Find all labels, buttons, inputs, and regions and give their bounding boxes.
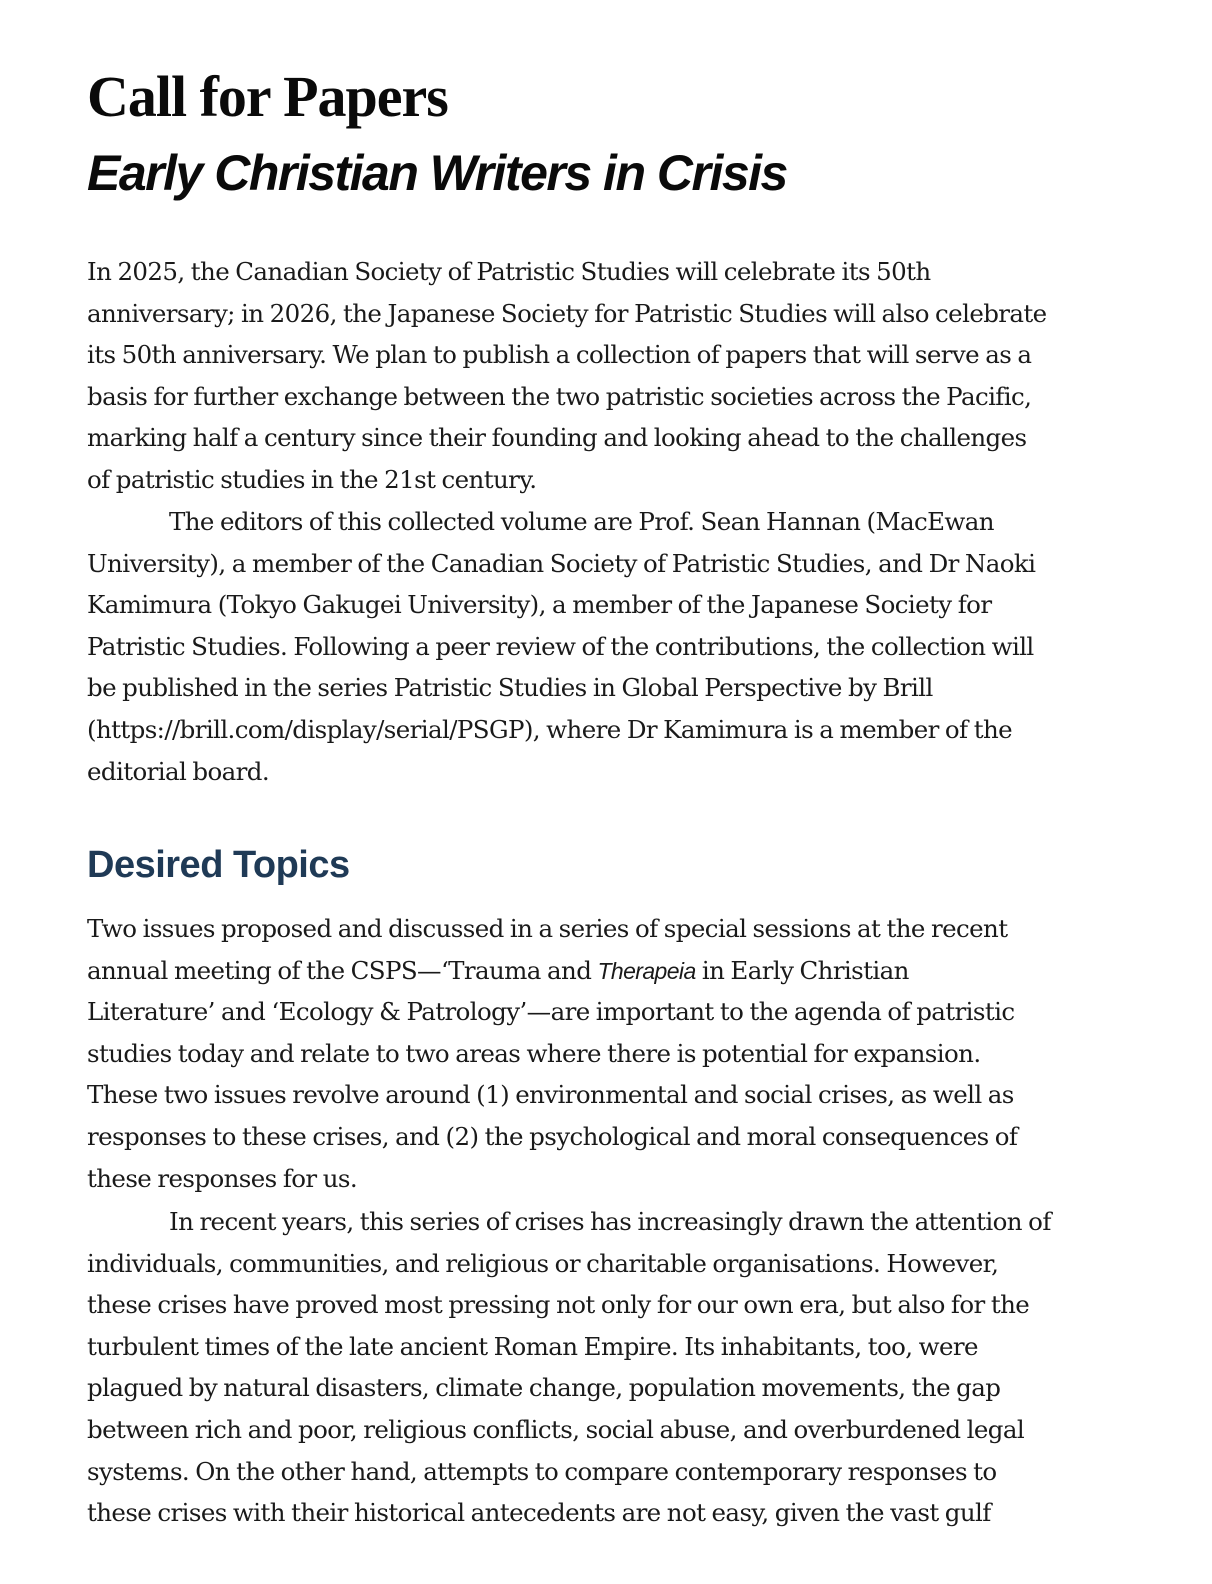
paragraph-line: The editors of this collected volume are Prof. Sean Hannan (MacEwan bbox=[169, 507, 994, 536]
paragraph-line: Literature’ and ‘Ecology & Patrology’—are important to the agenda of patristic bbox=[87, 997, 1015, 1027]
paragraph-line: Kamimura (Tokyo Gakugei University), a member of the Japanese Society for bbox=[87, 590, 992, 620]
paragraph-line: University), a member of the Canadian Society of Patristic Studies, and Dr Naoki bbox=[87, 548, 1036, 578]
crises-paragraph bbox=[87, 1201, 1147, 1534]
paragraph-line: individuals, communities, and religious or charitable organisations. However, bbox=[87, 1248, 999, 1278]
italic-term: Therapeia bbox=[597, 957, 696, 984]
paragraph-line: plagued by natural disasters, climate change, population movements, the gap bbox=[87, 1373, 1001, 1403]
paragraph-line bbox=[87, 950, 1147, 992]
paragraph-line: of patristic studies in the 21st century. bbox=[87, 464, 537, 494]
paragraph-line-with-url: (https://brill.com/display/serial/PSGP), where Dr Kamimura is a member of the bbox=[87, 714, 1013, 744]
paragraph-line: anniversary; in 2026, the Japanese Society for Patristic Studies will also celebrate bbox=[87, 298, 1047, 328]
paragraph-line: These two issues revolve around (1) environmental and social crises, as well as bbox=[87, 1080, 1014, 1110]
intro-paragraph bbox=[87, 251, 1147, 501]
text-run: annual meeting of the CSPS—‘Trauma and bbox=[87, 955, 598, 985]
paragraph-line: studies today and relate to two areas where there is potential for expansion. bbox=[87, 1038, 981, 1068]
paragraph-line: basis for further exchange between the two patristic societies across the Pacific, bbox=[87, 381, 1032, 411]
paragraph-line: between rich and poor, religious conflicts, social abuse, and overburdened legal bbox=[87, 1414, 1025, 1444]
paragraph-line: marking half a century since their founding and looking ahead to the challenges bbox=[87, 423, 1027, 453]
paragraph-line: turbulent times of the late ancient Roman Empire. Its inhabitants, too, were bbox=[87, 1331, 978, 1361]
page-title: Call for Papers bbox=[87, 64, 448, 129]
paragraph-line: systems. On the other hand, attempts to compare contemporary responses to bbox=[87, 1456, 997, 1486]
text-run: in Early Christian bbox=[695, 955, 909, 985]
paragraph-line: its 50th anniversary. We plan to publish a collection of papers that will serve as a bbox=[87, 340, 1032, 370]
paragraph-line: these crises have proved most pressing not only for our own era, but also for the bbox=[87, 1290, 1030, 1320]
paragraph-line: Two issues proposed and discussed in a series of special sessions at the recent bbox=[87, 914, 1008, 943]
editors-paragraph bbox=[87, 501, 1147, 792]
paragraph-line: responses to these crises, and (2) the psychological and moral consequences of bbox=[87, 1121, 1018, 1151]
topics-paragraph bbox=[87, 908, 1147, 1199]
paragraph-line: editorial board. bbox=[87, 756, 270, 786]
paragraph-line: In recent years, this series of crises has increasingly drawn the attention of bbox=[169, 1207, 1051, 1236]
paragraph-line: be published in the series Patristic Studies in Global Perspective by Brill bbox=[87, 673, 933, 703]
paragraph-line: Patristic Studies. Following a peer review of the contributions, the collection will bbox=[87, 631, 1034, 661]
paragraph-line: these crises with their historical antecedents are not easy, given the vast gulf bbox=[87, 1498, 991, 1528]
paragraph-line: In 2025, the Canadian Society of Patristic Studies will celebrate its 50th bbox=[87, 257, 931, 286]
paragraph-line: these responses for us. bbox=[87, 1163, 358, 1193]
section-heading-desired-topics: Desired Topics bbox=[87, 844, 350, 886]
page-subtitle: Early Christian Writers in Crisis bbox=[87, 145, 787, 201]
